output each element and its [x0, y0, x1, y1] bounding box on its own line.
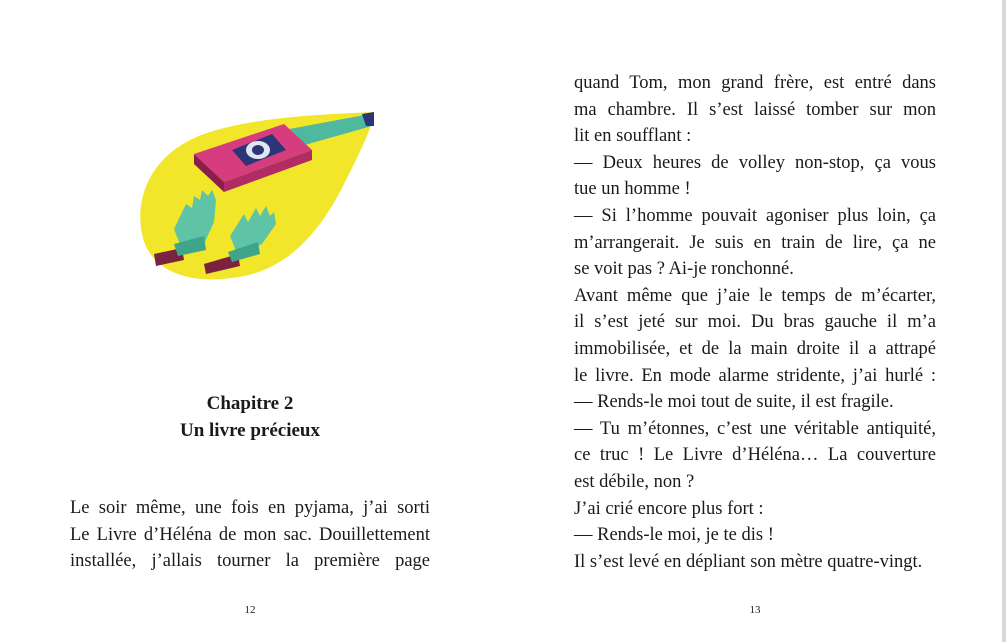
text-line: quand Tom, mon grand frère, est entré dans [574, 73, 936, 93]
page-number-left: 12 [244, 604, 256, 616]
chapter-title: Un livre précieux [179, 420, 320, 441]
text-line: immobilisée, et de la main droite il a attrapé [574, 338, 936, 359]
text-line: Il s’est levé en dépliant son mètre quatre-vingt. [574, 551, 923, 572]
left-page-text [70, 495, 430, 575]
text-line: le livre. En mode alarme stridente, j’ai hurlé : [574, 365, 936, 386]
text-line: tue un homme ! [574, 179, 691, 200]
text-line: Avant même que j’aie le temps de m’écarter, [574, 285, 936, 306]
text-line: se voit pas ? Ai-je ronchonné. [574, 259, 794, 280]
text-line: lit en soufflant : [574, 126, 692, 147]
text-line: il s’est jeté sur moi. Du bras gauche il m’a [574, 312, 936, 333]
text-line: J’ai crié encore plus fort : [574, 498, 764, 519]
text-line: Le Livre d’Héléna de mon sac. Douillettement [70, 524, 430, 545]
text-line: ma chambre. Il s’est laissé tomber sur mon [574, 99, 936, 120]
right-page-text [574, 70, 936, 575]
text-line: — Tu m’étonnes, c’est une véritable antiquité, [574, 418, 936, 439]
chapter-number: Chapitre 2 [206, 393, 294, 414]
text-line: m’arrangerait. Je suis en train de lire, ça ne [574, 232, 936, 253]
text-line: — Rends-le moi, je te dis ! [574, 525, 774, 546]
page-edge-divider [1002, 0, 1006, 642]
page-number-right: 13 [749, 604, 761, 616]
text-line: ce truc ! Le Livre d’Héléna… La couverture [574, 445, 936, 466]
text-line: — Deux heures de volley non-stop, ça vous [574, 152, 936, 173]
text-line: Le soir même, une fois en pyjama, j’ai sorti [70, 498, 430, 518]
text-line: est débile, non ? [574, 471, 695, 492]
text-line: installée, j’allais tourner la première page [70, 551, 430, 572]
chapter-heading [70, 390, 430, 444]
text-line: — Rends-le moi tout de suite, il est fragile. [574, 392, 894, 413]
book-and-hands-illustration [134, 104, 384, 289]
right-page [503, 0, 1002, 642]
text-line: — Si l’homme pouvait agoniser plus loin, ça [574, 205, 936, 226]
